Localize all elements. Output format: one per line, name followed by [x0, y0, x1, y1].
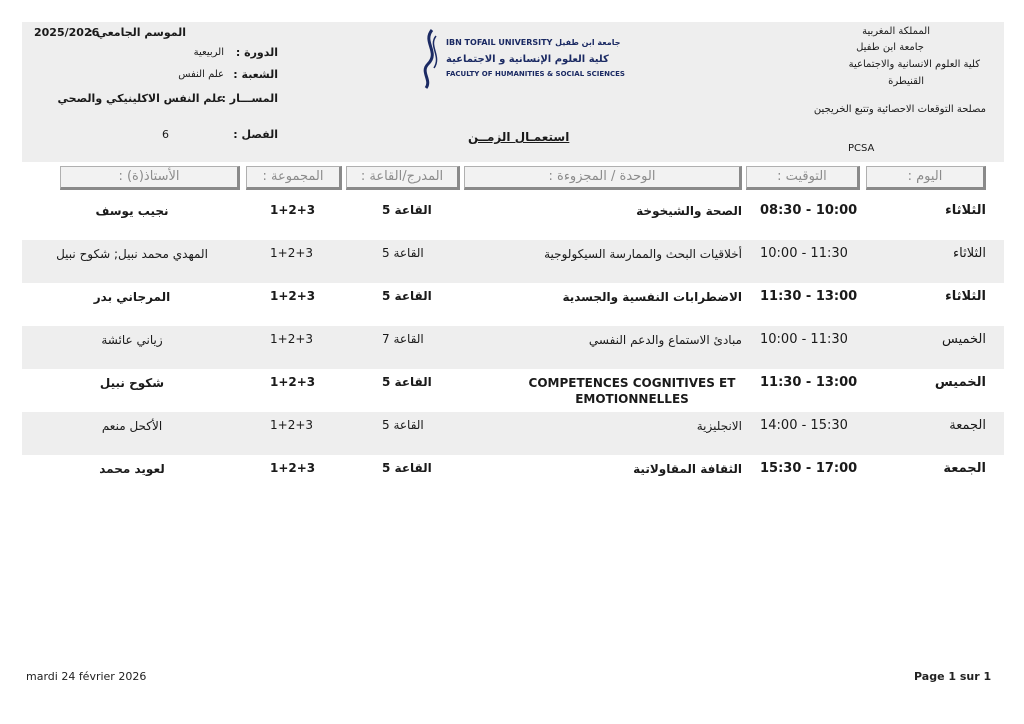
table-row: [22, 455, 1004, 498]
semester-value: 6: [162, 128, 169, 141]
cell-room: القاعة 5: [382, 246, 424, 260]
cell-room: القاعة 5: [382, 203, 432, 217]
column-header-group: المجموعة :: [246, 166, 342, 190]
cell-day: الجمعة: [949, 418, 986, 433]
cell-module: الانجليزية: [696, 419, 742, 433]
cell-professor: زياني عائشة: [101, 333, 163, 347]
semester-label: الفصل :: [233, 128, 278, 141]
cell-group: 1+2+3: [270, 203, 316, 217]
cell-professor: الأكحل منعم: [101, 419, 163, 433]
cell-time: 14:00 - 15:30: [760, 418, 848, 433]
faculty-line: كلية العلوم الانسانية والاجتماعية: [848, 59, 980, 70]
cell-module: الصحة والشيخوخة: [636, 204, 742, 218]
season-label: الموسم الجامعي :: [88, 26, 186, 39]
cell-day: الخميس: [934, 375, 986, 390]
cell-professor: شكوح نبيل: [99, 376, 165, 390]
cell-time: 08:30 - 10:00: [760, 203, 858, 218]
kingdom-line: المملكة المغربية: [862, 26, 930, 37]
branch-value: علم النفس: [178, 69, 224, 80]
cell-professor: لعويد محمد: [99, 462, 165, 476]
session-label: الدورة :: [235, 46, 278, 59]
cell-room: القاعة 5: [382, 375, 432, 389]
cell-time: 11:30 - 13:00: [760, 289, 858, 304]
branch-label: الشعبة :: [233, 68, 278, 81]
cell-time: 10:00 - 11:30: [760, 246, 848, 261]
cell-professor: المهدي محمد نبيل; شكوح نبيل: [56, 247, 208, 261]
cell-module: مبادئ الاستماع والدعم النفسي: [588, 333, 742, 347]
table-row: [22, 412, 1004, 455]
cell-module: الاضطرابات النفسية والجسدية: [562, 290, 742, 304]
table-row: [22, 240, 1004, 283]
table-row: [22, 197, 1004, 240]
cell-day: الخميس: [942, 332, 986, 347]
cell-group: 1+2+3: [270, 375, 316, 389]
column-header-time: التوقيت :: [746, 166, 860, 190]
cell-module: أخلاقيات البحث والممارسة السيكولوجية: [544, 247, 742, 261]
column-header-professor: الأستاذ(ة) :: [60, 166, 240, 190]
cell-module: COMPETENCES COGNITIVES ET EMOTIONNELLES: [528, 376, 736, 406]
footer-date: mardi 24 février 2026: [26, 670, 147, 683]
column-header-module: الوحدة / المجزوءة :: [464, 166, 742, 190]
logo-line-3: FACULTY OF HUMANITIES & SOCIAL SCIENCES: [446, 70, 625, 78]
column-header-room: المدرج/القاعة :: [346, 166, 460, 190]
cell-day: الجمعة: [943, 461, 986, 476]
track-value: علم النفس الاكلينيكي والصحي: [57, 92, 224, 105]
university-line: جامعة ابن طفيل: [856, 42, 924, 53]
logo-line-1: IBN TOFAIL UNIVERSITY جامعة ابن طفيل: [446, 38, 621, 47]
cell-group: 1+2+3: [270, 289, 316, 303]
program-code: PCSA: [848, 143, 875, 154]
track-label: المســـار :: [221, 92, 278, 105]
document-title: استعمـال الزمــن: [468, 130, 570, 144]
cell-module: الثقافة المقاولاتية: [633, 462, 742, 476]
service-line: مصلحة التوقعات الاحصائية وتتبع الخريجين: [813, 104, 986, 115]
logo-emblem-icon: [418, 28, 444, 90]
season-value: 2025/2026: [34, 26, 100, 39]
cell-day: الثلاثاء: [945, 203, 986, 218]
cell-room: القاعة 5: [382, 461, 432, 475]
cell-day: الثلاثاء: [953, 246, 986, 261]
cell-time: 10:00 - 11:30: [760, 332, 848, 347]
city-line: القنيطرة: [888, 76, 924, 87]
cell-day: الثلاثاء: [945, 289, 986, 304]
logo-line-2: كلية العلوم الإنسانية و الاجتماعية: [446, 54, 609, 65]
cell-room: القاعة 7: [382, 332, 424, 346]
cell-professor: المرجاني بدر: [93, 290, 171, 304]
footer-page: Page 1 sur 1: [914, 670, 992, 683]
cell-time: 11:30 - 13:00: [760, 375, 858, 390]
table-row: [22, 283, 1004, 326]
cell-group: 1+2+3: [270, 332, 314, 346]
cell-time: 15:30 - 17:00: [760, 461, 858, 476]
column-header-day: اليوم :: [866, 166, 986, 190]
cell-room: القاعة 5: [382, 418, 424, 432]
cell-group: 1+2+3: [270, 246, 314, 260]
cell-professor: نجيب يوسف: [95, 204, 169, 218]
table-row: [22, 326, 1004, 369]
cell-group: 1+2+3: [270, 418, 314, 432]
session-value: الربيعية: [193, 47, 224, 58]
cell-group: 1+2+3: [270, 461, 316, 475]
table-row: [22, 369, 1004, 412]
university-logo: [418, 28, 625, 90]
cell-room: القاعة 5: [382, 289, 432, 303]
